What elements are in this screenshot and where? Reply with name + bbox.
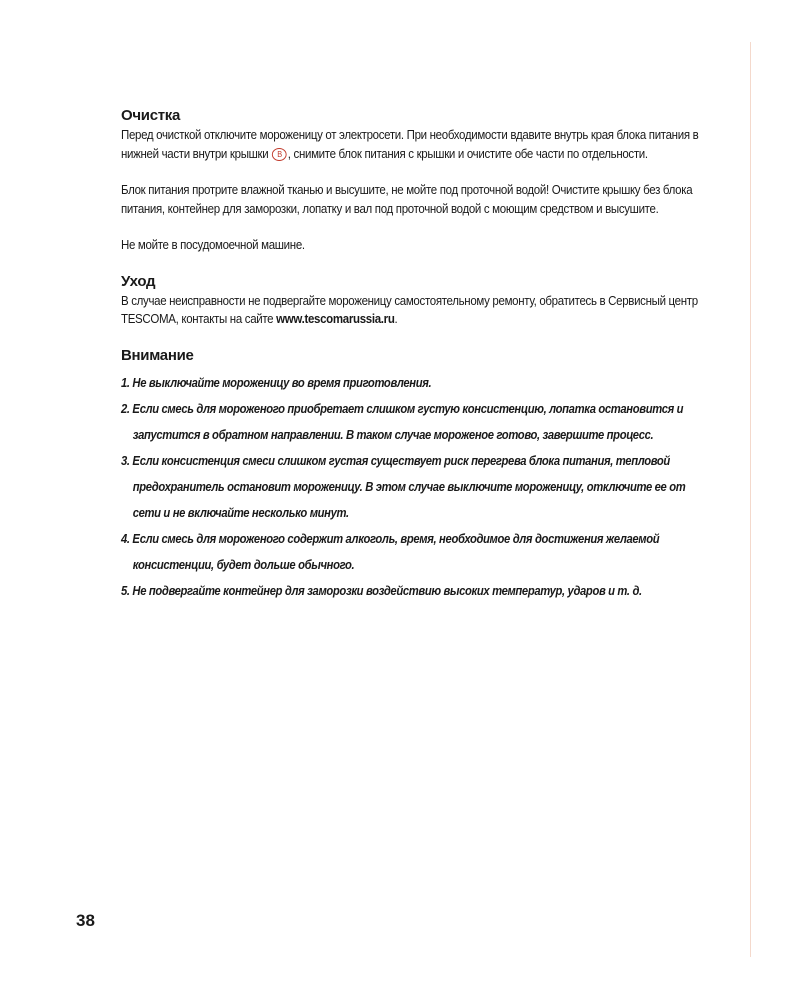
- cleaning-p1-text-after: , снимите блок питания с крышки и очистите обе части по отдельности.: [287, 146, 648, 161]
- warning-section: [121, 347, 721, 604]
- cleaning-paragraph-1: [121, 126, 701, 163]
- warning-title: Внимание: [121, 346, 194, 364]
- reference-b-icon: B: [272, 148, 287, 161]
- care-paragraph: [121, 292, 701, 329]
- page-edge-line: [750, 42, 751, 957]
- website-link[interactable]: www.tescomarussia.ru: [276, 312, 395, 326]
- warning-item: 3. Если консистенция смеси слишком густая существует риск перегрева блока питания, тепловой предохранитель остановит мороженицу. В этом случае выключите мороженицу, отключите ее от сети и не включайте несколько минут.: [121, 453, 686, 520]
- manual-content: [121, 107, 721, 604]
- page-number: 38: [76, 911, 95, 930]
- warning-item: 1. Не выключайте мороженицу во время приготовления.: [121, 375, 432, 390]
- care-text-after: .: [394, 312, 398, 326]
- care-section: [121, 273, 721, 329]
- warning-item: 5. Не подвергайте контейнер для заморозки воздействию высоких температур, ударов и т. д.: [121, 583, 642, 598]
- warning-item: 4. Если смесь для мороженого содержит алкоголь, время, необходимое для достижения желаемой консистенции, будет дольше обычного.: [121, 531, 660, 572]
- care-text: В случае неисправности не подвергайте мороженицу самостоятельному ремонту, обратитесь в Сервисный центр TESCOMA, контакты на сайте: [121, 293, 698, 326]
- warning-item: 2. Если смесь для мороженого приобретает слишком густую консистенцию, лопатка остановится и запустится в обратном направлении. В таком случае мороженое готово, завершите процесс.: [121, 401, 684, 442]
- cleaning-paragraph-3: Не мойте в посудомоечной машине.: [121, 238, 305, 252]
- care-title: Уход: [121, 272, 156, 290]
- cleaning-title: Очистка: [121, 107, 181, 124]
- cleaning-p1-text: Перед очисткой отключите мороженицу от электросети. При необходимости вдавите внутрь края блока питания в нижней части внутри крышки: [121, 128, 699, 161]
- warning-list: [121, 370, 721, 604]
- cleaning-paragraph-2: Блок питания протрите влажной тканью и высушите, не мойте под проточной водой! Очистите крышку без блока питания, контейнер для заморозки, лопатку и вал под проточной водой с моющим средством и высушите.: [121, 183, 693, 216]
- cleaning-section: [121, 107, 721, 255]
